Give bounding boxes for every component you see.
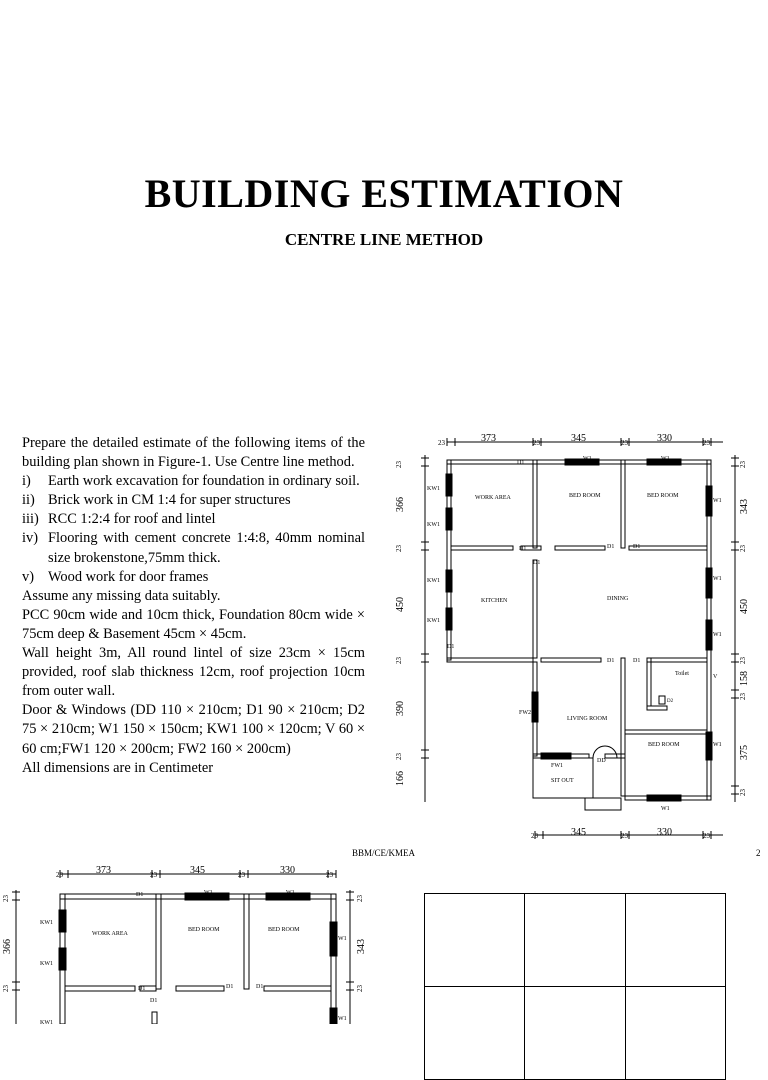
table-row [425, 894, 726, 987]
page-subtitle: CENTRE LINE METHOD [284, 230, 484, 249]
svg-text:FW1: FW1 [551, 763, 563, 769]
svg-text:D1: D1 [256, 984, 264, 990]
svg-text:V: V [713, 674, 718, 680]
svg-text:450: 450 [395, 597, 406, 612]
svg-text:D1: D1 [607, 544, 615, 550]
svg-text:W1: W1 [661, 806, 670, 812]
svg-text:KW1: KW1 [40, 920, 53, 926]
svg-text:BED ROOM: BED ROOM [188, 927, 220, 933]
note-text: Assume any missing data suitably. [22, 587, 221, 604]
svg-text:23: 23 [326, 871, 333, 879]
svg-text:345: 345 [190, 865, 205, 876]
svg-text:KW1: KW1 [427, 522, 440, 528]
table-row [425, 987, 726, 1080]
floor-plan [385, 430, 755, 845]
list-item: v) Wood work for door frames [22, 568, 209, 585]
table-cell [425, 894, 525, 987]
svg-text:23: 23 [739, 789, 747, 796]
svg-text:23: 23 [739, 657, 747, 664]
page-title: BUILDING ESTIMATION [144, 171, 624, 216]
svg-text:D1: D1 [607, 658, 615, 664]
svg-text:D2: D2 [667, 699, 674, 704]
svg-text:DD: DD [597, 758, 606, 764]
svg-text:373: 373 [481, 433, 496, 444]
svg-text:D1: D1 [517, 460, 525, 466]
svg-text:W1: W1 [338, 936, 347, 942]
svg-text:23: 23 [739, 461, 747, 468]
svg-text:23: 23 [531, 832, 538, 840]
svg-text:23: 23 [150, 871, 157, 879]
svg-text:KW1: KW1 [427, 578, 440, 584]
svg-text:343: 343 [739, 499, 750, 514]
svg-text:366: 366 [2, 939, 13, 954]
svg-text:D1: D1 [138, 986, 146, 992]
svg-text:BED ROOM: BED ROOM [268, 927, 300, 933]
svg-text:SIT OUT: SIT OUT [551, 778, 574, 784]
svg-text:23: 23 [395, 545, 403, 552]
svg-text:23: 23 [739, 693, 747, 700]
svg-text:KW1: KW1 [40, 1020, 53, 1024]
svg-text:KW1: KW1 [40, 961, 53, 967]
svg-text:W1: W1 [713, 632, 722, 638]
note-text: All dimensions are in Centimeter [22, 759, 214, 776]
svg-text:WORK AREA: WORK AREA [475, 495, 511, 501]
svg-text:23: 23 [395, 753, 403, 760]
svg-text:W1: W1 [661, 456, 670, 462]
intro-text: Prepare the detailed estimate of the following items of the building plan shown in Figure-1. Use Centre line method. [22, 435, 365, 471]
table-cell [525, 894, 625, 987]
svg-text:23: 23 [533, 439, 540, 447]
list-item: ii) Brick work in CM 1:4 for super structures [22, 492, 291, 509]
note-text: Wall height 3m, All round lintel of size 23cm × 15cm provided, roof slab thickness 12cm, roof projection 10cm from outer wall. [22, 645, 365, 700]
floor-plan-repeat [0, 862, 370, 1024]
svg-text:W1: W1 [286, 890, 295, 896]
svg-text:W1: W1 [713, 576, 722, 582]
svg-text:W1: W1 [338, 1016, 347, 1022]
svg-text:23: 23 [621, 439, 628, 447]
svg-text:373: 373 [96, 865, 111, 876]
note-text: PCC 90cm wide and 10cm thick, Foundation 80cm wide × 75cm deep & Basement 45cm × 45cm. [22, 606, 365, 642]
svg-text:D1: D1 [226, 984, 234, 990]
svg-text:D1: D1 [150, 998, 158, 1004]
note-text: Door & Windows (DD 110 × 210cm; D1 90 × 210cm; D2 75 × 210cm; W1 150 × 150cm; KW1 100 × 120cm; V 60 × 60 cm;FW1 120 × 200cm; FW2 160 × 200cm) [22, 702, 365, 757]
svg-text:BED ROOM: BED ROOM [569, 493, 601, 499]
svg-text:23: 23 [56, 871, 63, 879]
svg-text:23: 23 [356, 895, 364, 902]
svg-text:390: 390 [395, 701, 406, 716]
svg-text:23: 23 [739, 545, 747, 552]
svg-text:345: 345 [571, 433, 586, 444]
svg-text:166: 166 [395, 771, 406, 786]
svg-text:23: 23 [2, 895, 10, 902]
svg-text:D1: D1 [533, 560, 541, 566]
svg-text:343: 343 [356, 939, 367, 954]
svg-text:158: 158 [739, 671, 750, 686]
empty-estimate-table [424, 893, 726, 1080]
svg-text:W1: W1 [713, 498, 722, 504]
list-item: iv) Flooring with cement concrete 1:4:8, 40mm nominal size brokenstone,75mm thick. [22, 530, 365, 566]
svg-text:D1: D1 [633, 658, 641, 664]
table-cell [525, 987, 625, 1080]
svg-text:330: 330 [280, 865, 295, 876]
svg-text:D1: D1 [633, 544, 641, 550]
svg-text:23: 23 [395, 461, 403, 468]
svg-text:23: 23 [356, 985, 364, 992]
svg-text:345: 345 [571, 827, 586, 838]
svg-text:D1: D1 [519, 546, 527, 552]
footer-source: BBM/CE/KMEA [352, 848, 416, 858]
svg-text:D1: D1 [136, 892, 144, 898]
svg-text:KITCHEN: KITCHEN [481, 598, 508, 604]
table-cell [625, 894, 725, 987]
svg-text:23: 23 [438, 439, 445, 447]
svg-text:23: 23 [621, 832, 628, 840]
svg-text:W1: W1 [204, 890, 213, 896]
svg-text:23: 23 [703, 439, 710, 447]
svg-text:KW1: KW1 [427, 486, 440, 492]
svg-text:23: 23 [703, 832, 710, 840]
svg-text:23: 23 [2, 985, 10, 992]
svg-text:WORK AREA: WORK AREA [92, 931, 128, 937]
svg-text:LIVING ROOM: LIVING ROOM [567, 716, 608, 722]
svg-text:DINING: DINING [607, 596, 629, 602]
svg-text:Toilet: Toilet [675, 671, 689, 677]
svg-text:375: 375 [739, 745, 750, 760]
svg-text:BED ROOM: BED ROOM [647, 493, 679, 499]
svg-text:W1: W1 [583, 456, 592, 462]
svg-text:KW1: KW1 [427, 618, 440, 624]
table-cell [425, 987, 525, 1080]
svg-text:FW2: FW2 [519, 710, 531, 716]
svg-text:BED ROOM: BED ROOM [648, 742, 680, 748]
svg-text:23: 23 [395, 657, 403, 664]
svg-text:450: 450 [739, 599, 750, 614]
svg-text:366: 366 [395, 497, 406, 512]
page-number: 2 [756, 848, 761, 858]
svg-text:330: 330 [657, 827, 672, 838]
svg-text:23: 23 [238, 871, 245, 879]
svg-text:330: 330 [657, 433, 672, 444]
svg-text:W1: W1 [713, 742, 722, 748]
svg-text:D1: D1 [447, 644, 455, 650]
problem-statement [22, 434, 365, 778]
list-item: iii) RCC 1:2:4 for roof and lintel [22, 511, 216, 528]
list-item: i) Earth work excavation for foundation in ordinary soil. [22, 473, 360, 490]
table-cell [625, 987, 725, 1080]
